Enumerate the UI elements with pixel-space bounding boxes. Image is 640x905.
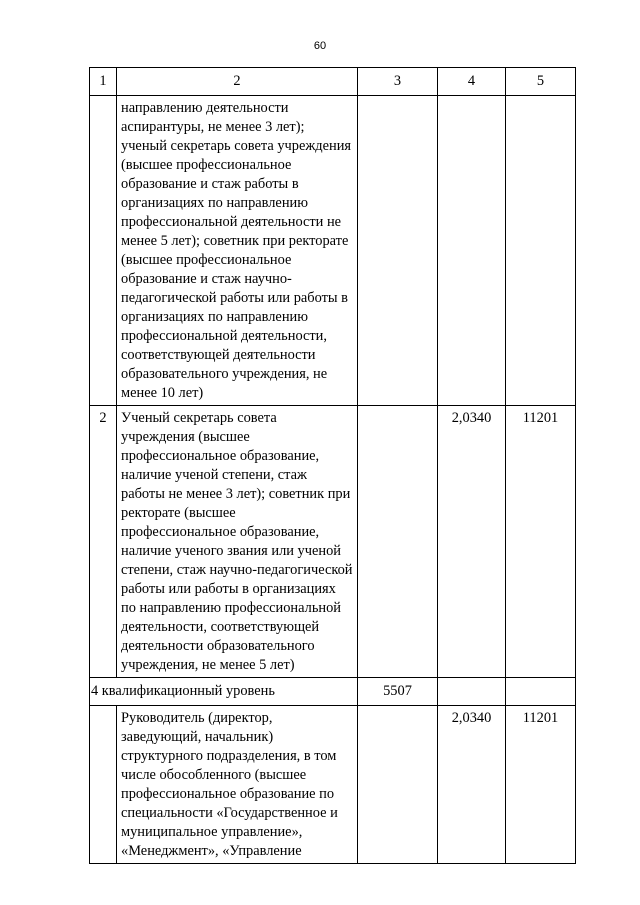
base-salary-cell: 5507 <box>358 678 438 706</box>
row-number <box>90 96 117 406</box>
page-number: 60 <box>313 40 327 52</box>
column-header: 1 <box>90 68 117 96</box>
coefficient-cell <box>438 678 506 706</box>
base-salary-cell <box>358 406 438 678</box>
column-header: 4 <box>438 68 506 96</box>
table-row <box>90 706 576 864</box>
column-header: 3 <box>358 68 438 96</box>
base-salary-cell <box>358 706 438 864</box>
position-description: направлению деятельности аспирантуры, не менее 3 лет); ученый секретарь совета учреждения (высшее профессиональное образование и стаж работы в организациях по направлению профессиональной деятельности не менее 5 лет); советник при ректорате (высшее профессиональное образование и стаж научно-педагогической работы или работы в организациях по направлению профессиональной деятельности, соответствующей деятельности образовательного учреждения, не менее 10 лет) <box>117 96 358 406</box>
coefficient-cell <box>438 96 506 406</box>
column-header: 5 <box>506 68 576 96</box>
salary-cell <box>506 96 576 406</box>
salary-cell: 11201 <box>506 706 576 864</box>
table-header-row <box>90 68 576 96</box>
salary-cell <box>506 678 576 706</box>
salary-table <box>89 67 576 864</box>
position-description: Ученый секретарь совета учреждения (высшее профессиональное образование, наличие ученой степени, стаж работы не менее 3 лет); советник при ректорате (высшее профессиональное образование, наличие ученого звания или ученой степени, стаж научно-педагогической работы или работы в организациях по направлению профессиональной деятельности, соответствующей деятельности образовательного учреждения, не менее 5 лет) <box>117 406 358 678</box>
column-header: 2 <box>117 68 358 96</box>
base-salary-cell <box>358 96 438 406</box>
coefficient-cell: 2,0340 <box>438 706 506 864</box>
salary-cell: 11201 <box>506 406 576 678</box>
row-number: 2 <box>90 406 117 678</box>
qualification-level-row <box>90 678 576 706</box>
position-description: Руководитель (директор, заведующий, начальник) структурного подразделения, в том числе обособленного (высшее профессиональное образование по специальности «Государственное и муниципальное управление», «Менеджмент», «Управление <box>117 706 358 864</box>
table-row <box>90 406 576 678</box>
row-number <box>90 706 117 864</box>
coefficient-cell: 2,0340 <box>438 406 506 678</box>
table-row <box>90 96 576 406</box>
qualification-level-title: 4 квалификационный уровень <box>90 678 358 706</box>
